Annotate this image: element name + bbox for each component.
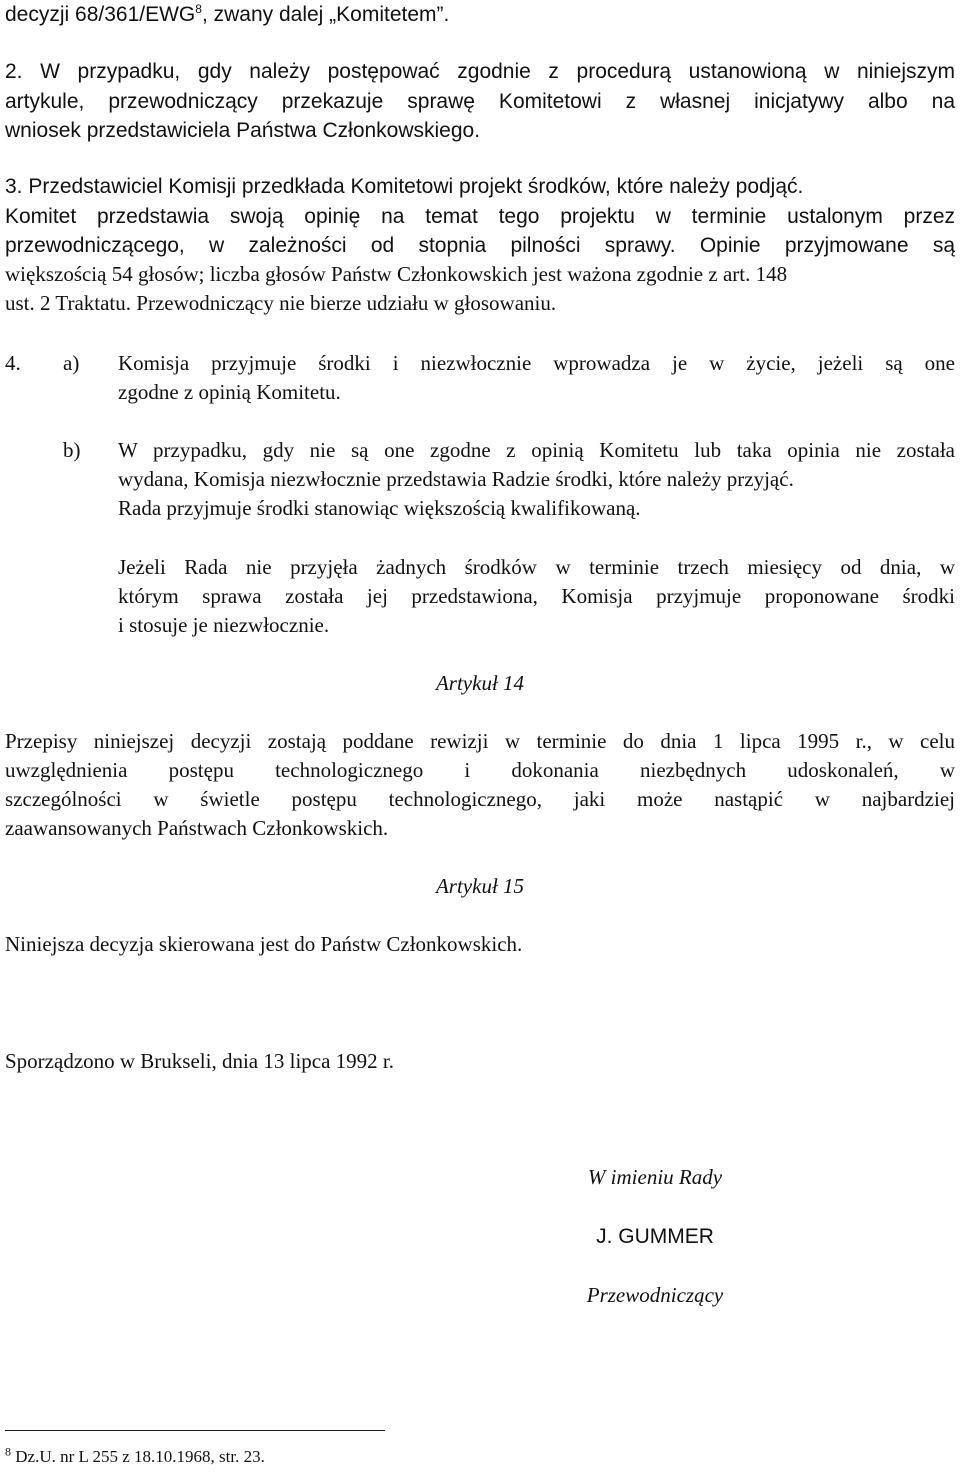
- continuation-line: [5, 0, 449, 29]
- footnote: [5, 1445, 265, 1469]
- para4-b-line-1: W przypadku, gdy nie są one zgodne z opinią Komitetu lub taka opinia nie została: [118, 438, 955, 462]
- article-14-heading: Artykuł 14: [435, 671, 525, 695]
- para2-line-2: artykule, przewodniczący przekazuje sprawę Komitetowi z własnej inicjatywy albo na: [5, 90, 955, 113]
- para2-line-3: wniosek przedstawiciela Państwa Członkowskiego.: [5, 119, 481, 142]
- done-at-line: Sporządzono w Brukseli, dnia 13 lipca 1992 r.: [5, 1049, 395, 1073]
- para4-number: 4.: [5, 351, 21, 375]
- para4-b-line-3: Rada przyjmuje środki stanowiąc większością kwalifikowaną.: [118, 496, 641, 520]
- art14-line-3: szczególności w świetle postępu technologicznego, jaki może nastąpić w najbardziej: [5, 787, 955, 811]
- footnote-text: Dz.U. nr L 255 z 18.10.1968, str. 23.: [11, 1447, 265, 1466]
- art14-line-4: zaawansowanych Państwach Członkowskich.: [5, 816, 389, 840]
- art15-text: Niniejsza decyzja skierowana jest do Państw Członkowskich.: [5, 932, 523, 956]
- para4-a-line-1: Komisja przyjmuje środki i niezwłocznie wprowadza je w życie, jeżeli są one: [118, 351, 955, 375]
- para4-c-line-1: Jeżeli Rada nie przyjęła żadnych środków w terminie trzech miesięcy od dnia, w: [118, 555, 955, 579]
- para3-line-4: większością 54 głosów; liczba głosów Państw Członkowskich jest ważona zgodnie z art. 148: [5, 262, 788, 286]
- art14-line-2: uwzględnienia postępu technologicznego i dokonania niezbędnych udoskonaleń, w: [5, 758, 955, 782]
- para4-a-label: a): [63, 351, 80, 375]
- para3-line-1: 3. Przedstawiciel Komisji przedkłada Komitetowi projekt środków, które należy podjąć.: [5, 175, 804, 198]
- para4-b-label: b): [63, 438, 81, 462]
- para3-line-3: przewodniczącego, w zależności od stopnia pilności sprawy. Opinie przyjmowane są: [5, 234, 955, 257]
- para4-c-line-3: i stosuje je niezwłocznie.: [118, 613, 330, 637]
- line-tail: , zwany dalej „Komitetem”.: [201, 3, 450, 26]
- article-15-heading: Artykuł 15: [435, 874, 525, 898]
- line-text: decyzji 68/361/EWG: [5, 3, 196, 26]
- signature-role: Przewodniczący: [586, 1283, 724, 1307]
- para3-line-2: Komitet przedstawia swoją opinię na temat tego projektu w terminie ustalonym przez: [5, 205, 955, 228]
- signature-name: J. GUMMER: [596, 1225, 714, 1248]
- para4-c-line-2: którym sprawa została jej przedstawiona, Komisja przyjmuje proponowane środki: [118, 584, 955, 608]
- para4-b-line-2: wydana, Komisja niezwłocznie przedstawia Radzie środki, które należy przyjąć.: [118, 467, 794, 491]
- para3-line-5: ust. 2 Traktatu. Przewodniczący nie bierze udziału w głosowaniu.: [5, 291, 557, 315]
- footnote-number: 8: [5, 1444, 11, 1459]
- signature-on-behalf: W imieniu Rady: [587, 1165, 723, 1189]
- footnote-rule: [5, 1430, 385, 1431]
- para4-a-line-2: zgodne z opinią Komitetu.: [118, 380, 341, 404]
- art14-line-1: Przepisy niniejszej decyzji zostają poddane rewizji w terminie do dnia 1 lipca 1995 r., w celu: [5, 729, 955, 753]
- footnote-ref: 8: [195, 2, 202, 16]
- para2-line-1: 2. W przypadku, gdy należy postępować zgodnie z procedurą ustanowioną w niniejszym: [5, 60, 955, 83]
